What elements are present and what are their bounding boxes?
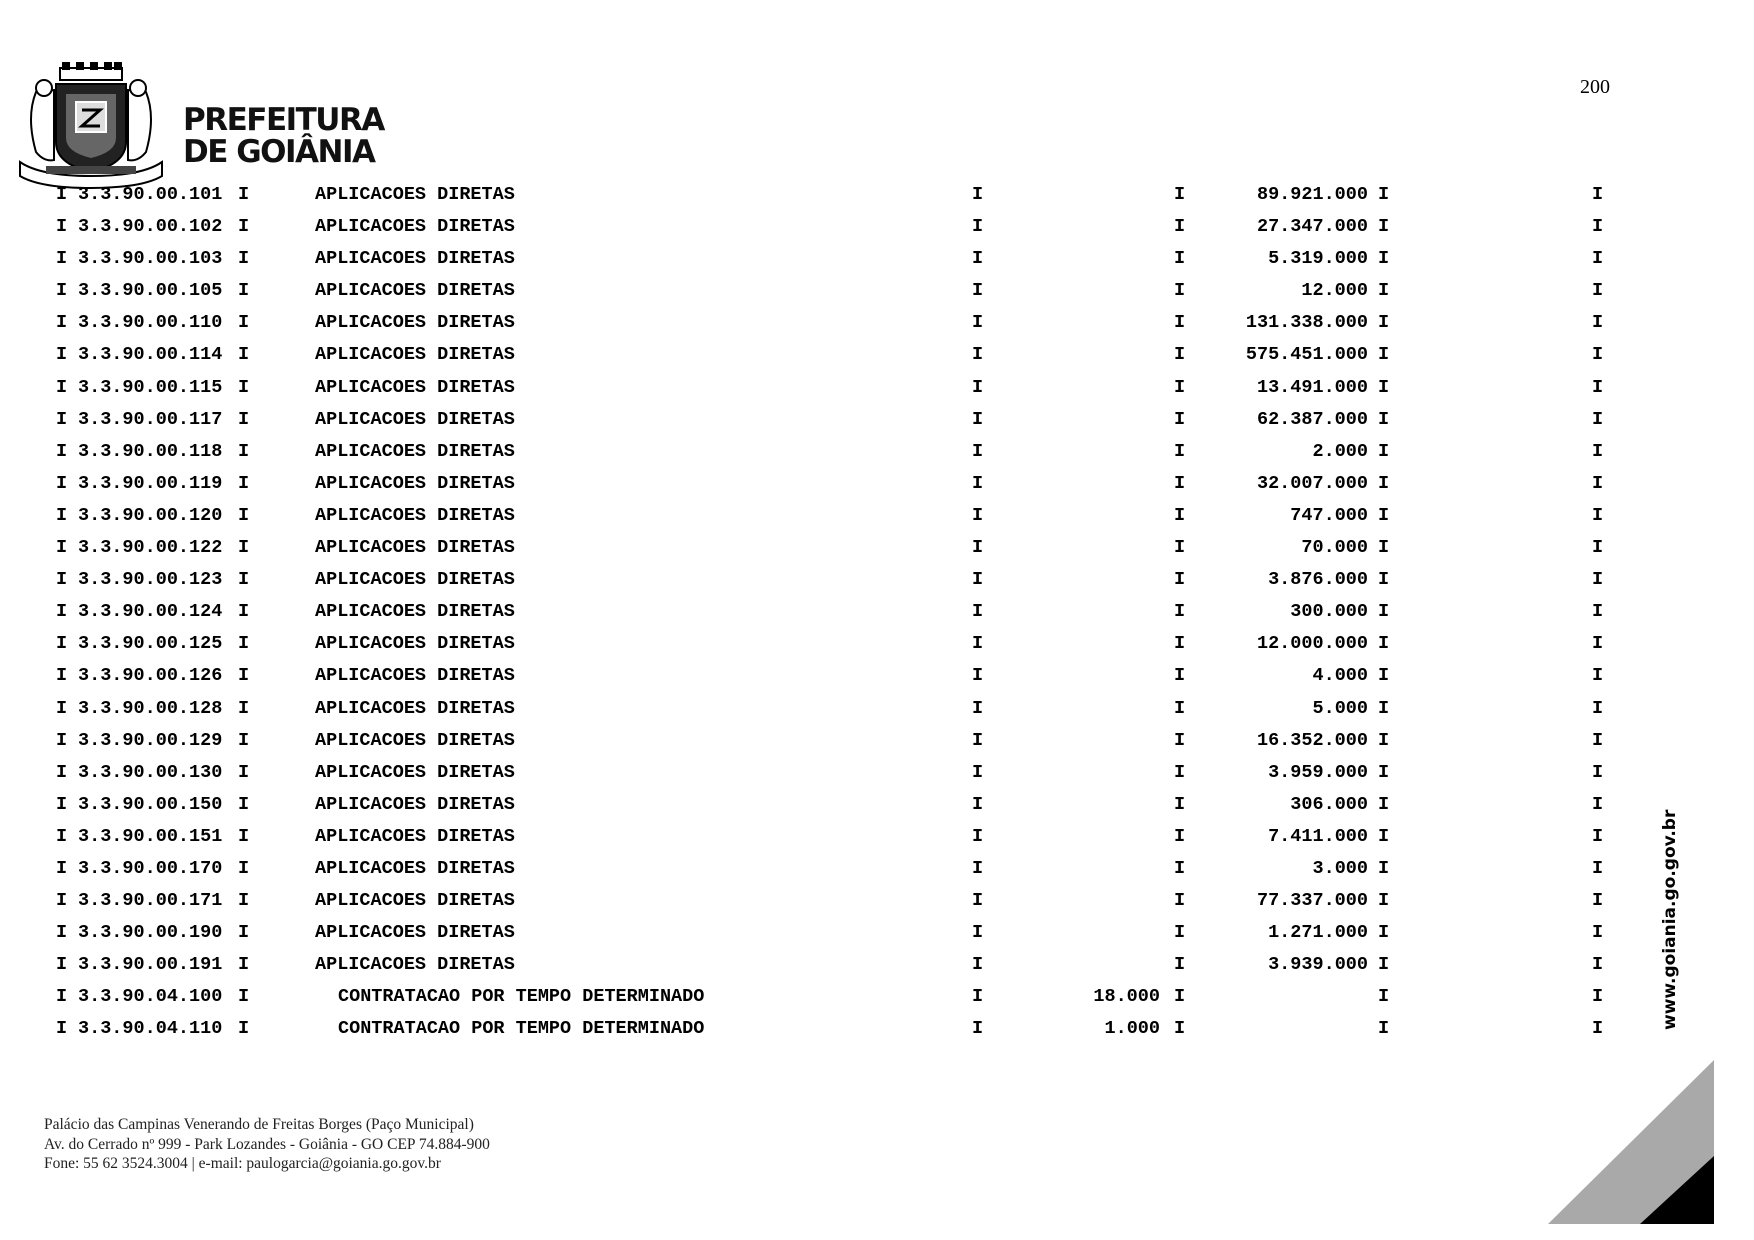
account-description: APLICACOES DIRETAS bbox=[315, 440, 515, 462]
account-description: APLICACOES DIRETAS bbox=[315, 761, 515, 783]
column-separator: I bbox=[238, 633, 250, 655]
table-row bbox=[0, 248, 1754, 280]
column-separator: I bbox=[56, 440, 68, 462]
column-separator: I bbox=[1174, 440, 1186, 462]
table-row bbox=[0, 954, 1754, 986]
value-column-2: 5.000 bbox=[1312, 697, 1368, 719]
value-column-2: 32.007.000 bbox=[1256, 472, 1368, 494]
column-separator: I bbox=[238, 922, 250, 944]
column-separator: I bbox=[1378, 697, 1390, 719]
column-separator: I bbox=[238, 665, 250, 687]
column-separator: I bbox=[1174, 184, 1186, 205]
account-code: 3.3.90.00.105 bbox=[78, 280, 223, 302]
column-separator: I bbox=[972, 761, 984, 783]
column-separator: I bbox=[1592, 248, 1604, 270]
column-separator: I bbox=[1174, 697, 1186, 719]
column-separator: I bbox=[1378, 922, 1390, 944]
column-separator: I bbox=[56, 312, 68, 334]
column-separator: I bbox=[56, 793, 68, 815]
column-separator: I bbox=[1174, 344, 1186, 366]
account-code: 3.3.90.00.151 bbox=[78, 825, 223, 847]
account-description: APLICACOES DIRETAS bbox=[315, 922, 515, 944]
column-separator: I bbox=[1592, 569, 1604, 591]
footer-line-3: Fone: 55 62 3524.3004 | e-mail: paulogarcia@goiania.go.gov.br bbox=[44, 1155, 441, 1172]
account-description: APLICACOES DIRETAS bbox=[315, 472, 515, 494]
column-separator: I bbox=[1378, 729, 1390, 751]
coat-of-arms-logo bbox=[16, 62, 166, 190]
value-column-2: 2.000 bbox=[1312, 440, 1368, 462]
column-separator: I bbox=[972, 857, 984, 879]
column-separator: I bbox=[1378, 280, 1390, 302]
account-description: APLICACOES DIRETAS bbox=[315, 216, 515, 238]
column-separator: I bbox=[238, 312, 250, 334]
table-row bbox=[0, 794, 1754, 826]
account-code: 3.3.90.00.190 bbox=[78, 922, 223, 944]
column-separator: I bbox=[1378, 344, 1390, 366]
column-separator: I bbox=[1378, 440, 1390, 462]
column-separator: I bbox=[1592, 280, 1604, 302]
column-separator: I bbox=[1378, 954, 1390, 976]
column-separator: I bbox=[1174, 761, 1186, 783]
column-separator: I bbox=[238, 569, 250, 591]
account-description: APLICACOES DIRETAS bbox=[315, 537, 515, 559]
account-description: APLICACOES DIRETAS bbox=[315, 890, 515, 912]
account-description: APLICACOES DIRETAS bbox=[315, 793, 515, 815]
table-row bbox=[0, 730, 1754, 762]
table-row bbox=[0, 601, 1754, 633]
account-description: APLICACOES DIRETAS bbox=[315, 857, 515, 879]
column-separator: I bbox=[1174, 472, 1186, 494]
value-column-2: 3.000 bbox=[1312, 857, 1368, 879]
column-separator: I bbox=[56, 922, 68, 944]
column-separator: I bbox=[972, 890, 984, 912]
column-separator: I bbox=[56, 633, 68, 655]
account-description: APLICACOES DIRETAS bbox=[315, 248, 515, 270]
value-column-2: 4.000 bbox=[1312, 665, 1368, 687]
column-separator: I bbox=[972, 504, 984, 526]
footer-address bbox=[44, 1115, 490, 1174]
brand-line-2: DE GOIÂNIA bbox=[183, 134, 375, 170]
value-column-2: 747.000 bbox=[1290, 504, 1368, 526]
column-separator: I bbox=[1592, 601, 1604, 623]
column-separator: I bbox=[1174, 986, 1186, 1008]
column-separator: I bbox=[238, 344, 250, 366]
column-separator: I bbox=[1378, 793, 1390, 815]
column-separator: I bbox=[238, 1018, 250, 1040]
column-separator: I bbox=[238, 761, 250, 783]
column-separator: I bbox=[1174, 1018, 1186, 1040]
column-separator: I bbox=[238, 986, 250, 1008]
column-separator: I bbox=[1592, 825, 1604, 847]
table-row bbox=[0, 280, 1754, 312]
account-code: 3.3.90.00.170 bbox=[78, 857, 223, 879]
column-separator: I bbox=[56, 408, 68, 430]
column-separator: I bbox=[1174, 890, 1186, 912]
column-separator: I bbox=[1174, 280, 1186, 302]
value-column-2: 3.876.000 bbox=[1268, 569, 1368, 591]
column-separator: I bbox=[1592, 633, 1604, 655]
column-separator: I bbox=[238, 890, 250, 912]
column-separator: I bbox=[238, 954, 250, 976]
column-separator: I bbox=[1592, 761, 1604, 783]
table-row bbox=[0, 505, 1754, 537]
column-separator: I bbox=[56, 216, 68, 238]
column-separator: I bbox=[1378, 665, 1390, 687]
column-separator: I bbox=[1592, 184, 1604, 205]
account-description: APLICACOES DIRETAS bbox=[315, 312, 515, 334]
column-separator: I bbox=[1592, 665, 1604, 687]
column-separator: I bbox=[56, 504, 68, 526]
account-code: 3.3.90.00.150 bbox=[78, 793, 223, 815]
account-description: APLICACOES DIRETAS bbox=[315, 954, 515, 976]
column-separator: I bbox=[972, 376, 984, 398]
column-separator: I bbox=[56, 280, 68, 302]
column-separator: I bbox=[56, 376, 68, 398]
column-separator: I bbox=[238, 408, 250, 430]
account-description: CONTRATACAO POR TEMPO DETERMINADO bbox=[338, 1018, 705, 1040]
column-separator: I bbox=[1592, 697, 1604, 719]
column-separator: I bbox=[56, 184, 68, 205]
account-description: CONTRATACAO POR TEMPO DETERMINADO bbox=[338, 986, 705, 1008]
column-separator: I bbox=[1592, 729, 1604, 751]
column-separator: I bbox=[238, 440, 250, 462]
column-separator: I bbox=[972, 312, 984, 334]
value-column-1: 1.000 bbox=[1104, 1018, 1160, 1040]
account-code: 3.3.90.00.124 bbox=[78, 601, 223, 623]
column-separator: I bbox=[238, 729, 250, 751]
column-separator: I bbox=[56, 697, 68, 719]
column-separator: I bbox=[972, 1018, 984, 1040]
value-column-2: 5.319.000 bbox=[1268, 248, 1368, 270]
value-column-2: 70.000 bbox=[1301, 537, 1368, 559]
account-description: APLICACOES DIRETAS bbox=[315, 184, 515, 205]
value-column-2: 27.347.000 bbox=[1256, 216, 1368, 238]
value-column-1: 18.000 bbox=[1093, 986, 1160, 1008]
corner-triangle-decoration bbox=[1548, 1060, 1714, 1224]
account-code: 3.3.90.00.171 bbox=[78, 890, 223, 912]
column-separator: I bbox=[56, 857, 68, 879]
account-description: APLICACOES DIRETAS bbox=[315, 504, 515, 526]
account-code: 3.3.90.00.101 bbox=[78, 184, 223, 205]
column-separator: I bbox=[1378, 376, 1390, 398]
value-column-2: 13.491.000 bbox=[1256, 376, 1368, 398]
page-number: 200 bbox=[1580, 76, 1610, 98]
table-row bbox=[0, 569, 1754, 601]
table-row bbox=[0, 377, 1754, 409]
value-column-2: 1.271.000 bbox=[1268, 922, 1368, 944]
column-separator: I bbox=[238, 376, 250, 398]
column-separator: I bbox=[56, 761, 68, 783]
account-description: APLICACOES DIRETAS bbox=[315, 601, 515, 623]
table-row bbox=[0, 890, 1754, 922]
column-separator: I bbox=[1174, 569, 1186, 591]
column-separator: I bbox=[1378, 184, 1390, 205]
table-row bbox=[0, 1018, 1754, 1050]
column-separator: I bbox=[1378, 537, 1390, 559]
column-separator: I bbox=[972, 601, 984, 623]
column-separator: I bbox=[1174, 922, 1186, 944]
column-separator: I bbox=[1592, 408, 1604, 430]
column-separator: I bbox=[1592, 922, 1604, 944]
column-separator: I bbox=[972, 986, 984, 1008]
brand-wordmark bbox=[183, 104, 384, 168]
column-separator: I bbox=[1592, 344, 1604, 366]
account-code: 3.3.90.00.102 bbox=[78, 216, 223, 238]
value-column-2: 12.000.000 bbox=[1256, 633, 1368, 655]
value-column-2: 131.338.000 bbox=[1245, 312, 1368, 334]
account-code: 3.3.90.00.117 bbox=[78, 408, 223, 430]
column-separator: I bbox=[56, 569, 68, 591]
account-code: 3.3.90.04.110 bbox=[78, 1018, 223, 1040]
account-code: 3.3.90.04.100 bbox=[78, 986, 223, 1008]
column-separator: I bbox=[972, 280, 984, 302]
column-separator: I bbox=[1174, 248, 1186, 270]
column-separator: I bbox=[1378, 1018, 1390, 1040]
account-description: APLICACOES DIRETAS bbox=[315, 697, 515, 719]
column-separator: I bbox=[1378, 472, 1390, 494]
account-code: 3.3.90.00.120 bbox=[78, 504, 223, 526]
column-separator: I bbox=[1174, 408, 1186, 430]
column-separator: I bbox=[1174, 504, 1186, 526]
value-column-2: 16.352.000 bbox=[1256, 729, 1368, 751]
table-row bbox=[0, 409, 1754, 441]
column-separator: I bbox=[238, 216, 250, 238]
column-separator: I bbox=[972, 344, 984, 366]
table-row bbox=[0, 216, 1754, 248]
column-separator: I bbox=[1592, 793, 1604, 815]
column-separator: I bbox=[1592, 440, 1604, 462]
column-separator: I bbox=[1174, 633, 1186, 655]
account-code: 3.3.90.00.123 bbox=[78, 569, 223, 591]
account-code: 3.3.90.00.115 bbox=[78, 376, 223, 398]
column-separator: I bbox=[972, 665, 984, 687]
column-separator: I bbox=[238, 248, 250, 270]
column-separator: I bbox=[972, 825, 984, 847]
value-column-2: 300.000 bbox=[1290, 601, 1368, 623]
column-separator: I bbox=[1174, 665, 1186, 687]
column-separator: I bbox=[56, 472, 68, 494]
column-separator: I bbox=[56, 665, 68, 687]
column-separator: I bbox=[1592, 376, 1604, 398]
column-separator: I bbox=[972, 216, 984, 238]
table-row bbox=[0, 344, 1754, 376]
account-description: APLICACOES DIRETAS bbox=[315, 376, 515, 398]
column-separator: I bbox=[1174, 825, 1186, 847]
value-column-2: 62.387.000 bbox=[1256, 408, 1368, 430]
table-row bbox=[0, 986, 1754, 1018]
value-column-2: 306.000 bbox=[1290, 793, 1368, 815]
column-separator: I bbox=[56, 601, 68, 623]
table-row bbox=[0, 858, 1754, 890]
column-separator: I bbox=[238, 280, 250, 302]
column-separator: I bbox=[972, 569, 984, 591]
footer-line-2: Av. do Cerrado nº 999 - Park Lozandes - Goiânia - GO CEP 74.884-900 bbox=[44, 1135, 490, 1153]
column-separator: I bbox=[1174, 857, 1186, 879]
column-separator: I bbox=[56, 954, 68, 976]
account-code: 3.3.90.00.191 bbox=[78, 954, 223, 976]
account-code: 3.3.90.00.119 bbox=[78, 472, 223, 494]
column-separator: I bbox=[1378, 825, 1390, 847]
column-separator: I bbox=[1378, 248, 1390, 270]
account-code: 3.3.90.00.126 bbox=[78, 665, 223, 687]
column-separator: I bbox=[238, 472, 250, 494]
column-separator: I bbox=[1592, 312, 1604, 334]
footer-line-1: Palácio das Campinas Venerando de Freitas Borges (Paço Municipal) bbox=[44, 1116, 474, 1133]
column-separator: I bbox=[1592, 890, 1604, 912]
account-code: 3.3.90.00.110 bbox=[78, 312, 223, 334]
column-separator: I bbox=[238, 793, 250, 815]
brand-line-1: PREFEITURA bbox=[183, 102, 384, 138]
column-separator: I bbox=[972, 184, 984, 205]
column-separator: I bbox=[56, 986, 68, 1008]
column-separator: I bbox=[1174, 376, 1186, 398]
column-separator: I bbox=[1592, 1018, 1604, 1040]
column-separator: I bbox=[238, 537, 250, 559]
account-description: APLICACOES DIRETAS bbox=[315, 569, 515, 591]
value-column-2: 3.939.000 bbox=[1268, 954, 1368, 976]
column-separator: I bbox=[1174, 793, 1186, 815]
column-separator: I bbox=[1378, 504, 1390, 526]
column-separator: I bbox=[1378, 857, 1390, 879]
account-code: 3.3.90.00.103 bbox=[78, 248, 223, 270]
column-separator: I bbox=[56, 890, 68, 912]
column-separator: I bbox=[1174, 312, 1186, 334]
account-code: 3.3.90.00.128 bbox=[78, 697, 223, 719]
column-separator: I bbox=[1378, 601, 1390, 623]
table-row bbox=[0, 826, 1754, 858]
column-separator: I bbox=[56, 248, 68, 270]
account-description: APLICACOES DIRETAS bbox=[315, 344, 515, 366]
column-separator: I bbox=[56, 1018, 68, 1040]
value-column-2: 12.000 bbox=[1301, 280, 1368, 302]
account-description: APLICACOES DIRETAS bbox=[315, 633, 515, 655]
account-code: 3.3.90.00.114 bbox=[78, 344, 223, 366]
table-row bbox=[0, 698, 1754, 730]
value-column-2: 575.451.000 bbox=[1245, 344, 1368, 366]
table-row bbox=[0, 441, 1754, 473]
column-separator: I bbox=[972, 954, 984, 976]
account-code: 3.3.90.00.129 bbox=[78, 729, 223, 751]
column-separator: I bbox=[972, 922, 984, 944]
column-separator: I bbox=[1592, 504, 1604, 526]
table-row bbox=[0, 537, 1754, 569]
column-separator: I bbox=[972, 697, 984, 719]
column-separator: I bbox=[1592, 986, 1604, 1008]
column-separator: I bbox=[238, 184, 250, 205]
column-separator: I bbox=[1174, 954, 1186, 976]
column-separator: I bbox=[1174, 537, 1186, 559]
column-separator: I bbox=[238, 697, 250, 719]
column-separator: I bbox=[1174, 216, 1186, 238]
column-separator: I bbox=[1378, 890, 1390, 912]
column-separator: I bbox=[1592, 857, 1604, 879]
budget-table bbox=[0, 184, 1754, 1051]
column-separator: I bbox=[1592, 954, 1604, 976]
table-row bbox=[0, 312, 1754, 344]
column-separator: I bbox=[972, 472, 984, 494]
column-separator: I bbox=[1378, 569, 1390, 591]
table-row bbox=[0, 473, 1754, 505]
account-code: 3.3.90.00.122 bbox=[78, 537, 223, 559]
value-column-2: 77.337.000 bbox=[1256, 890, 1368, 912]
value-column-2: 7.411.000 bbox=[1268, 825, 1368, 847]
column-separator: I bbox=[56, 729, 68, 751]
account-code: 3.3.90.00.125 bbox=[78, 633, 223, 655]
column-separator: I bbox=[238, 825, 250, 847]
column-separator: I bbox=[1592, 216, 1604, 238]
column-separator: I bbox=[56, 825, 68, 847]
column-separator: I bbox=[238, 601, 250, 623]
account-description: APLICACOES DIRETAS bbox=[315, 665, 515, 687]
table-row bbox=[0, 633, 1754, 665]
column-separator: I bbox=[1174, 601, 1186, 623]
column-separator: I bbox=[1592, 472, 1604, 494]
account-code: 3.3.90.00.118 bbox=[78, 440, 223, 462]
column-separator: I bbox=[1592, 537, 1604, 559]
column-separator: I bbox=[972, 793, 984, 815]
column-separator: I bbox=[972, 537, 984, 559]
column-separator: I bbox=[56, 344, 68, 366]
column-separator: I bbox=[1378, 408, 1390, 430]
table-row bbox=[0, 665, 1754, 697]
column-separator: I bbox=[1378, 633, 1390, 655]
value-column-2: 3.959.000 bbox=[1268, 761, 1368, 783]
column-separator: I bbox=[972, 633, 984, 655]
account-code: 3.3.90.00.130 bbox=[78, 761, 223, 783]
column-separator: I bbox=[972, 408, 984, 430]
column-separator: I bbox=[972, 248, 984, 270]
table-row bbox=[0, 922, 1754, 954]
column-separator: I bbox=[238, 504, 250, 526]
column-separator: I bbox=[1174, 729, 1186, 751]
column-separator: I bbox=[56, 537, 68, 559]
column-separator: I bbox=[972, 440, 984, 462]
website-url: www.goiania.go.gov.br bbox=[1660, 809, 1680, 1030]
table-row bbox=[0, 762, 1754, 794]
account-description: APLICACOES DIRETAS bbox=[315, 408, 515, 430]
column-separator: I bbox=[1378, 761, 1390, 783]
table-row bbox=[0, 184, 1754, 216]
column-separator: I bbox=[1378, 312, 1390, 334]
account-description: APLICACOES DIRETAS bbox=[315, 729, 515, 751]
account-description: APLICACOES DIRETAS bbox=[315, 280, 515, 302]
column-separator: I bbox=[1378, 216, 1390, 238]
account-description: APLICACOES DIRETAS bbox=[315, 825, 515, 847]
column-separator: I bbox=[972, 729, 984, 751]
value-column-2: 89.921.000 bbox=[1256, 184, 1368, 205]
column-separator: I bbox=[1378, 986, 1390, 1008]
column-separator: I bbox=[238, 857, 250, 879]
